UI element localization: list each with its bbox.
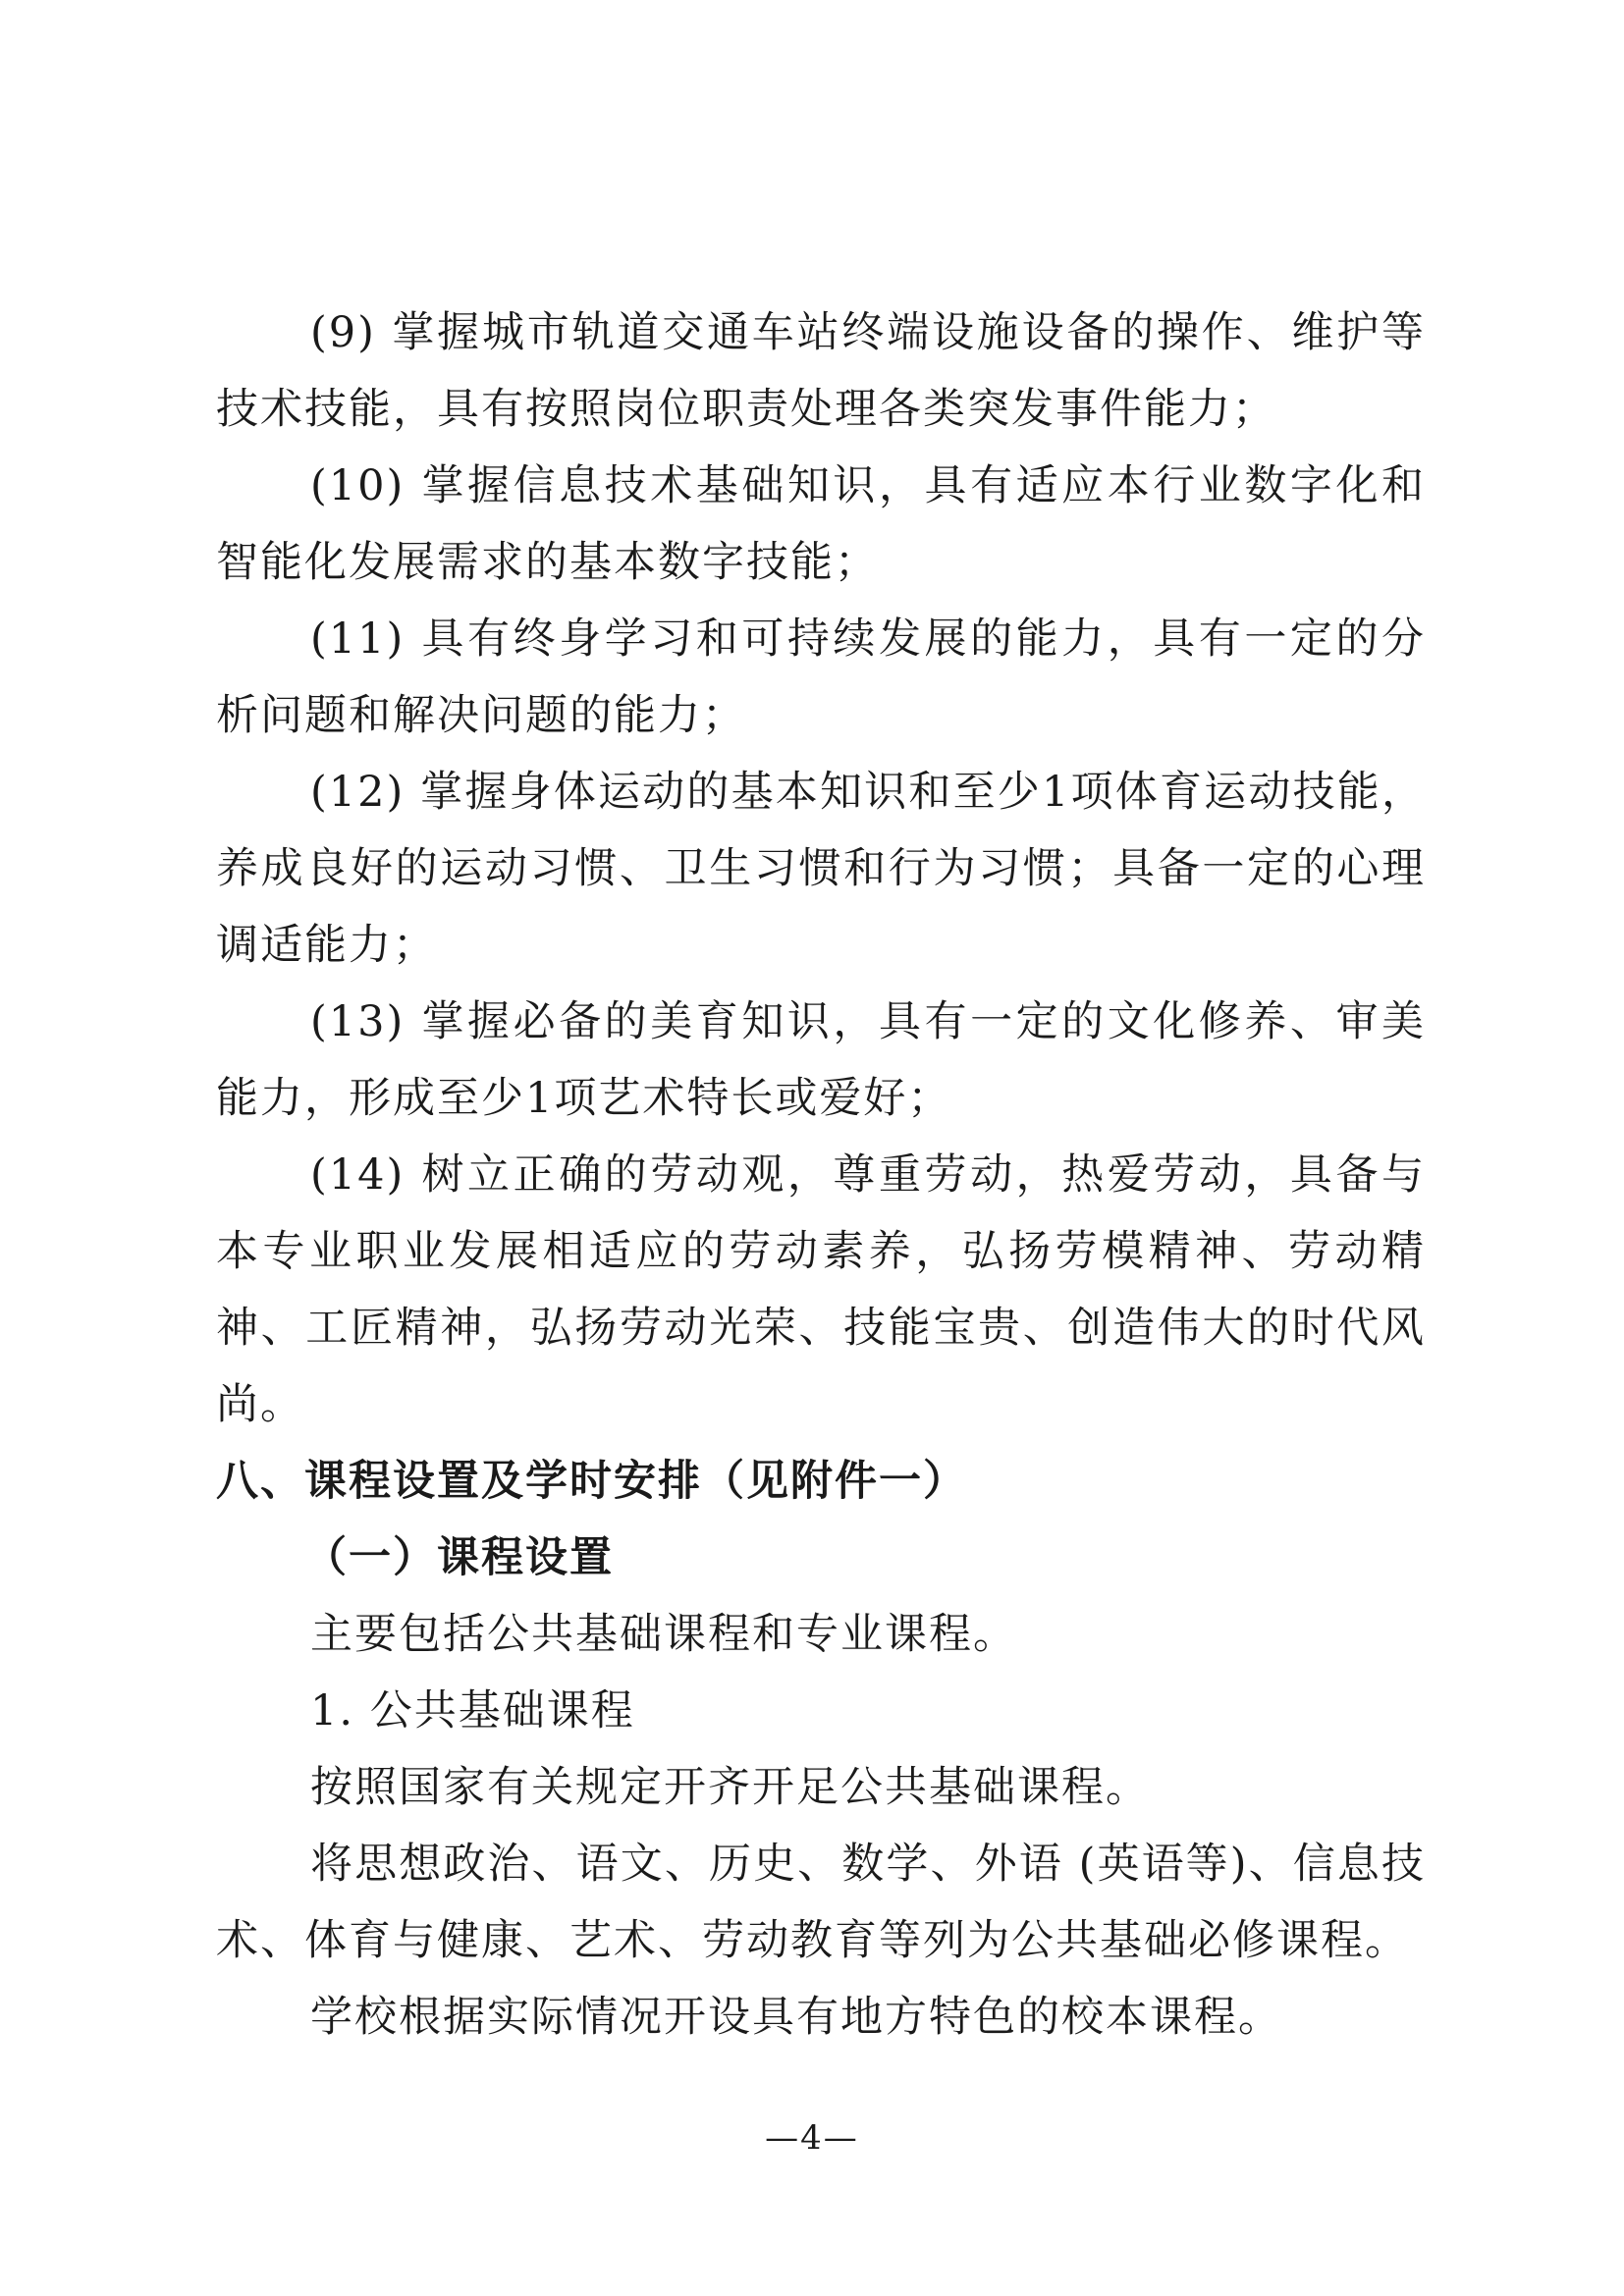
paragraph-item-13: (13) 掌握必备的美育知识，具有一定的文化修养、审美能力，形成至少1项艺术特长或爱好； (216, 997, 1426, 1123)
paragraph-item-14: (14) 树立正确的劳动观，尊重劳动，热爱劳动，具备与本专业职业发展相适应的劳动素养，弘扬劳模精神、劳动精神、工匠精神，弘扬劳动光荣、技能宝贵、创造伟大的时代风尚。 (216, 1150, 1426, 1429)
body-paragraph: 将思想政治、语文、历史、数学、外语 (英语等)、信息技术、体育与健康、艺术、劳动教育等列为公共基础必修课程。 (216, 1840, 1426, 1965)
item-heading: 1. 公共基础课程 (310, 1686, 635, 1735)
body-paragraph: 按照国家有关规定开齐开足公共基础课程。 (310, 1763, 1150, 1812)
page-content (216, 294, 1426, 2056)
subsection-heading: （一）课程设置 (304, 1533, 614, 1582)
paragraph-item-12: (12) 掌握身体运动的基本知识和至少1项体育运动技能，养成良好的运动习惯、卫生习惯和行为习惯；具备一定的心理调适能力； (216, 768, 1426, 970)
paragraph-item-9: (9) 掌握城市轨道交通车站终端设施设备的操作、维护等技术技能，具有按照岗位职责处理各类突发事件能力； (216, 308, 1426, 434)
page-number: —4— (765, 2118, 859, 2158)
paragraph-item-10: (10) 掌握信息技术基础知识，具有适应本行业数字化和智能化发展需求的基本数字技能； (216, 461, 1426, 587)
body-paragraph: 学校根据实际情况开设具有地方特色的校本课程。 (310, 1993, 1282, 2042)
section-heading: 八、课程设置及学时安排（见附件一） (216, 1457, 967, 1506)
paragraph-item-11: (11) 具有终身学习和可持续发展的能力，具有一定的分析问题和解决问题的能力； (216, 614, 1426, 740)
intro-paragraph: 主要包括公共基础课程和专业课程。 (310, 1610, 1017, 1659)
